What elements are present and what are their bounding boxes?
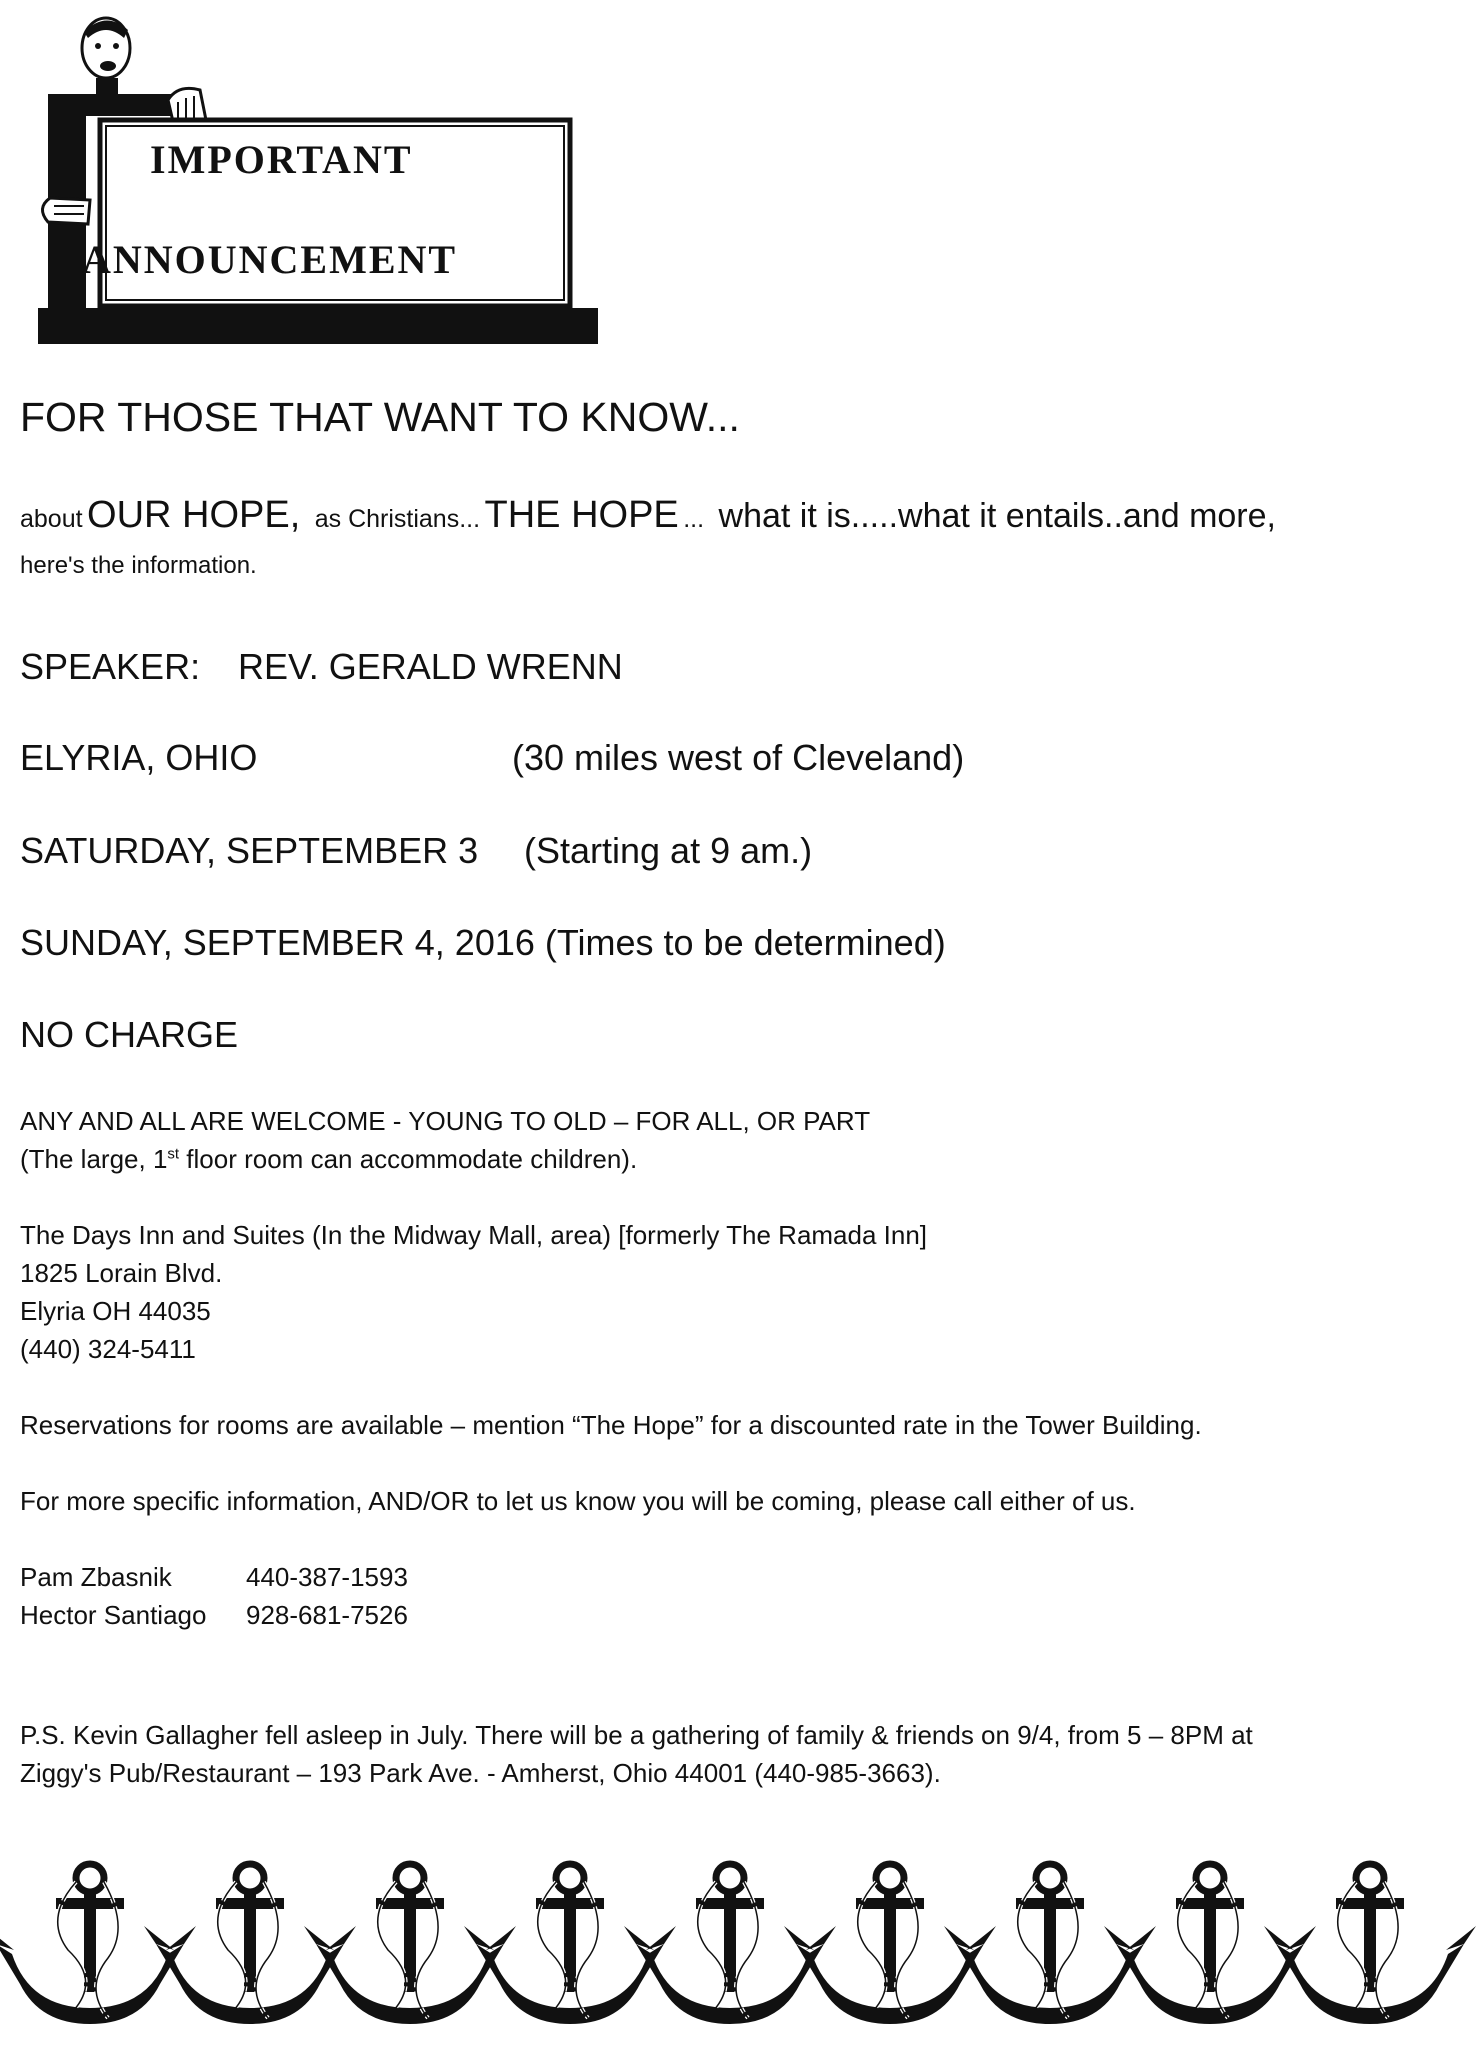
contact-name-2: Hector Santiago <box>20 1600 207 1630</box>
ps-line2: Ziggy's Pub/Restaurant – 193 Park Ave. - Amherst, Ohio 44001 (440-985-3663). <box>20 1758 941 1788</box>
speaker-name: REV. GERALD WRENN <box>238 646 623 687</box>
welcome-line2-sup: st <box>167 1145 180 1163</box>
welcome-line1: ANY AND ALL ARE WELCOME - YOUNG TO OLD – FOR ALL, OR PART <box>20 1106 871 1136</box>
venue-city: Elyria OH 44035 <box>20 1296 211 1326</box>
intro-ellipsis: ... <box>683 505 705 533</box>
intro-as-christians: as Christians... <box>314 505 481 533</box>
contact-name-1: Pam Zbasnik <box>20 1562 172 1592</box>
contact-phone-1: 440-387-1593 <box>246 1562 408 1592</box>
intro-about: about <box>20 505 83 533</box>
day2-date: SUNDAY, SEPTEMBER 4, 2016 (Times to be determined) <box>20 922 946 963</box>
welcome-line2-b: floor room can accommodate children). <box>179 1144 638 1174</box>
reservations: Reservations for rooms are available – mention “The Hope” for a discounted rate in the Tower Building. <box>20 1410 1202 1440</box>
no-charge: NO CHARGE <box>20 1014 239 1055</box>
more-info: For more specific information, AND/OR to let us know you will be coming, please call either of us. <box>20 1486 1136 1516</box>
welcome-line2 <box>20 1144 637 1175</box>
ps-line1: P.S. Kevin Gallagher fell asleep in July. There will be a gathering of family & friends on 9/4, from 5 – 8PM at <box>20 1720 1253 1750</box>
venue-name: The Days Inn and Suites (In the Midway Mall, area) [formerly The Ramada Inn] <box>20 1220 928 1250</box>
intro-what: what it is.....what it entails..and more, <box>718 497 1276 535</box>
venue-phone: (440) 324-5411 <box>20 1334 196 1364</box>
intro-info: here's the information. <box>20 552 257 579</box>
speaker-label: SPEAKER: <box>20 646 201 687</box>
location-city: ELYRIA, OHIO <box>20 737 258 778</box>
venue-street: 1825 Lorain Blvd. <box>20 1258 223 1288</box>
contact-phone-2: 928-681-7526 <box>246 1600 408 1630</box>
intro-line <box>20 494 1276 537</box>
anchor-icon <box>0 1864 196 2024</box>
intro-the-hope: THE HOPE <box>484 494 679 536</box>
headline: FOR THOSE THAT WANT TO KNOW... <box>20 394 740 440</box>
day1-time: (Starting at 9 am.) <box>524 830 813 871</box>
anchor-border <box>0 1852 1481 2032</box>
welcome-line2-a: (The large, 1 <box>20 1144 168 1174</box>
day1-date: SATURDAY, SEPTEMBER 3 <box>20 830 479 871</box>
intro-our-hope: OUR HOPE, <box>87 494 301 536</box>
sign-title-announcement: ANNOUNCEMENT <box>82 237 458 282</box>
location-note: (30 miles west of Cleveland) <box>512 737 965 778</box>
anchor-border-svg <box>0 1852 1481 2032</box>
sign-title-important: IMPORTANT <box>150 137 413 182</box>
